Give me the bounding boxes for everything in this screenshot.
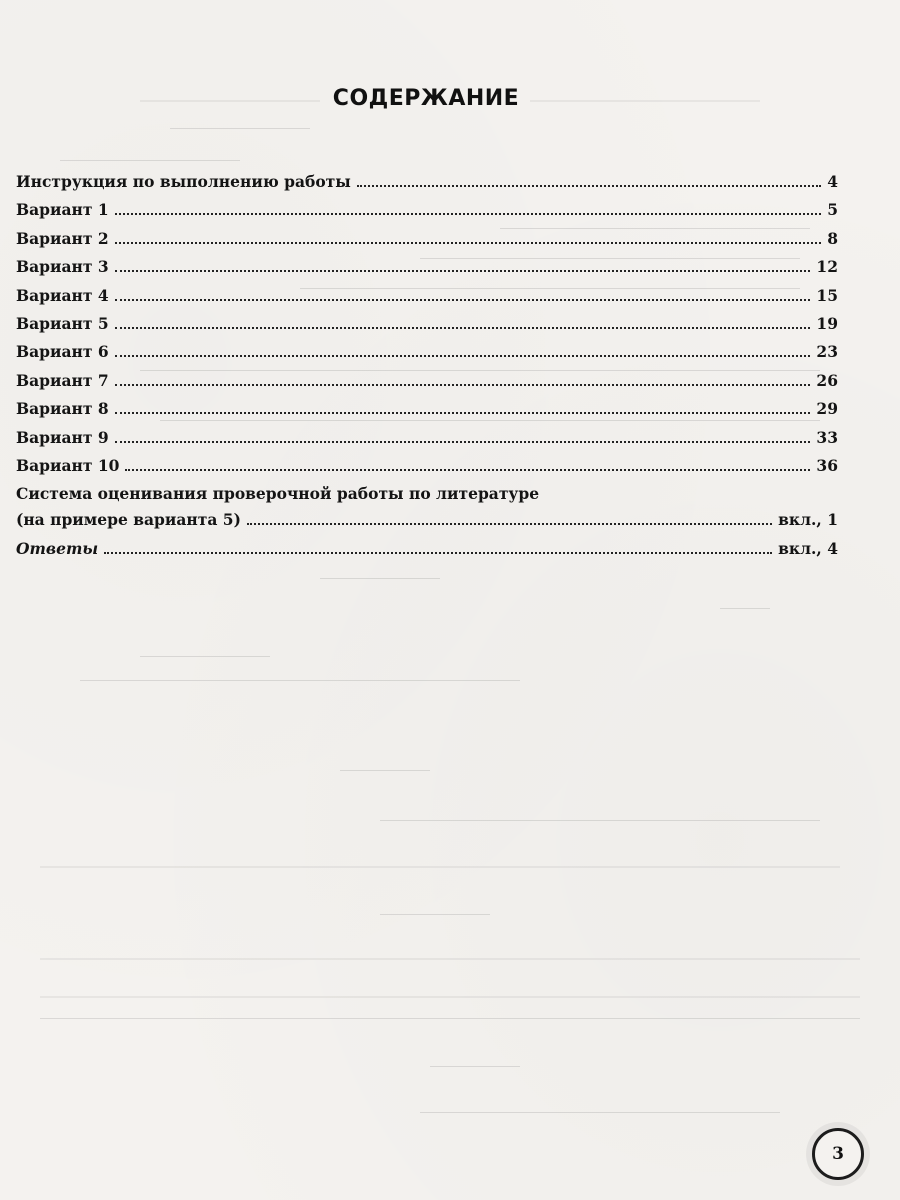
toc-entry-page: 29: [816, 399, 838, 419]
table-of-contents: [16, 172, 838, 567]
toc-entry-label: Ответы: [16, 538, 99, 558]
bleed-through: [40, 1018, 860, 1019]
toc-entry-page: 4: [827, 172, 838, 191]
dot-leader: [247, 523, 772, 525]
dot-leader: [104, 552, 772, 554]
page-number: 3: [832, 1144, 844, 1164]
toc-entry-label: Вариант 1: [16, 200, 109, 220]
toc-entry-page: вкл., 1: [778, 510, 838, 530]
toc-entry-page: 8: [827, 228, 838, 248]
toc-entry-page: 15: [816, 285, 838, 305]
dot-leader: [357, 185, 821, 187]
bleed-through: [80, 680, 520, 681]
bleed-through: [380, 820, 820, 821]
toc-entry-grading[interactable]: [16, 510, 838, 538]
toc-entry-variant-6[interactable]: [16, 342, 838, 370]
toc-entry-label: Система оценивания проверочной работы по литературе: [16, 484, 540, 504]
bleed-through: [40, 996, 860, 998]
dot-leader: [115, 384, 811, 386]
dot-leader: [115, 242, 822, 244]
toc-entry-label: Инструкция по выполнению работы: [16, 172, 351, 191]
toc-entry-variant-5[interactable]: [16, 314, 838, 342]
toc-entry-variant-10[interactable]: [16, 456, 838, 484]
toc-entry-label: Вариант 5: [16, 313, 109, 333]
bleed-through: [720, 608, 770, 609]
bleed-through: [420, 1112, 780, 1113]
bleed-through: [430, 1066, 520, 1067]
toc-entry-variant-9[interactable]: [16, 428, 838, 456]
toc-entry-answers[interactable]: [16, 539, 838, 567]
dot-leader: [115, 327, 811, 329]
toc-entry-page: вкл., 4: [778, 538, 838, 558]
toc-entry-page: 12: [816, 257, 838, 277]
page-title: СОДЕРЖАНИЕ: [332, 86, 520, 111]
toc-entry-page: 33: [816, 427, 838, 447]
toc-entry-instructions[interactable]: [16, 172, 838, 200]
toc-entry-variant-2[interactable]: [16, 229, 838, 257]
dot-leader: [115, 213, 822, 215]
toc-entry-variant-8[interactable]: [16, 399, 838, 427]
toc-entry-page: 19: [816, 313, 838, 333]
dot-leader: [115, 270, 811, 272]
bleed-through: [380, 914, 490, 915]
page-number-badge: [812, 1128, 864, 1180]
toc-entry-label: Вариант 7: [16, 370, 109, 390]
bleed-through: [40, 866, 840, 868]
toc-entry-page: 36: [816, 455, 838, 475]
toc-entry-page: 26: [816, 370, 838, 390]
dot-leader: [115, 299, 811, 301]
toc-entry-label: Вариант 2: [16, 228, 109, 248]
toc-entry-label: (на примере варианта 5): [16, 510, 241, 530]
toc-entry-variant-4[interactable]: [16, 286, 838, 314]
toc-entry-page: 5: [827, 200, 838, 220]
bleed-through: [140, 656, 270, 657]
toc-entry-variant-1[interactable]: [16, 200, 838, 228]
bleed-through: [170, 128, 310, 129]
toc-entry-label: Вариант 10: [16, 455, 120, 475]
toc-entry-page: 23: [816, 342, 838, 362]
dot-leader: [125, 469, 810, 471]
dot-leader: [115, 441, 811, 443]
bleed-through: [60, 160, 240, 161]
toc-entry-variant-3[interactable]: [16, 257, 838, 285]
dot-leader: [115, 412, 811, 414]
bleed-through: [320, 578, 440, 579]
dot-leader: [115, 355, 811, 357]
toc-entry-label: Вариант 8: [16, 399, 109, 419]
toc-entry-label: Вариант 6: [16, 342, 109, 362]
toc-entry-label: Вариант 4: [16, 285, 109, 305]
toc-entry-grading-title[interactable]: [16, 484, 838, 510]
toc-entry-label: Вариант 9: [16, 427, 109, 447]
toc-entry-label: Вариант 3: [16, 257, 109, 277]
bleed-through: [340, 770, 430, 771]
bleed-through: [40, 958, 860, 960]
toc-entry-variant-7[interactable]: [16, 371, 838, 399]
